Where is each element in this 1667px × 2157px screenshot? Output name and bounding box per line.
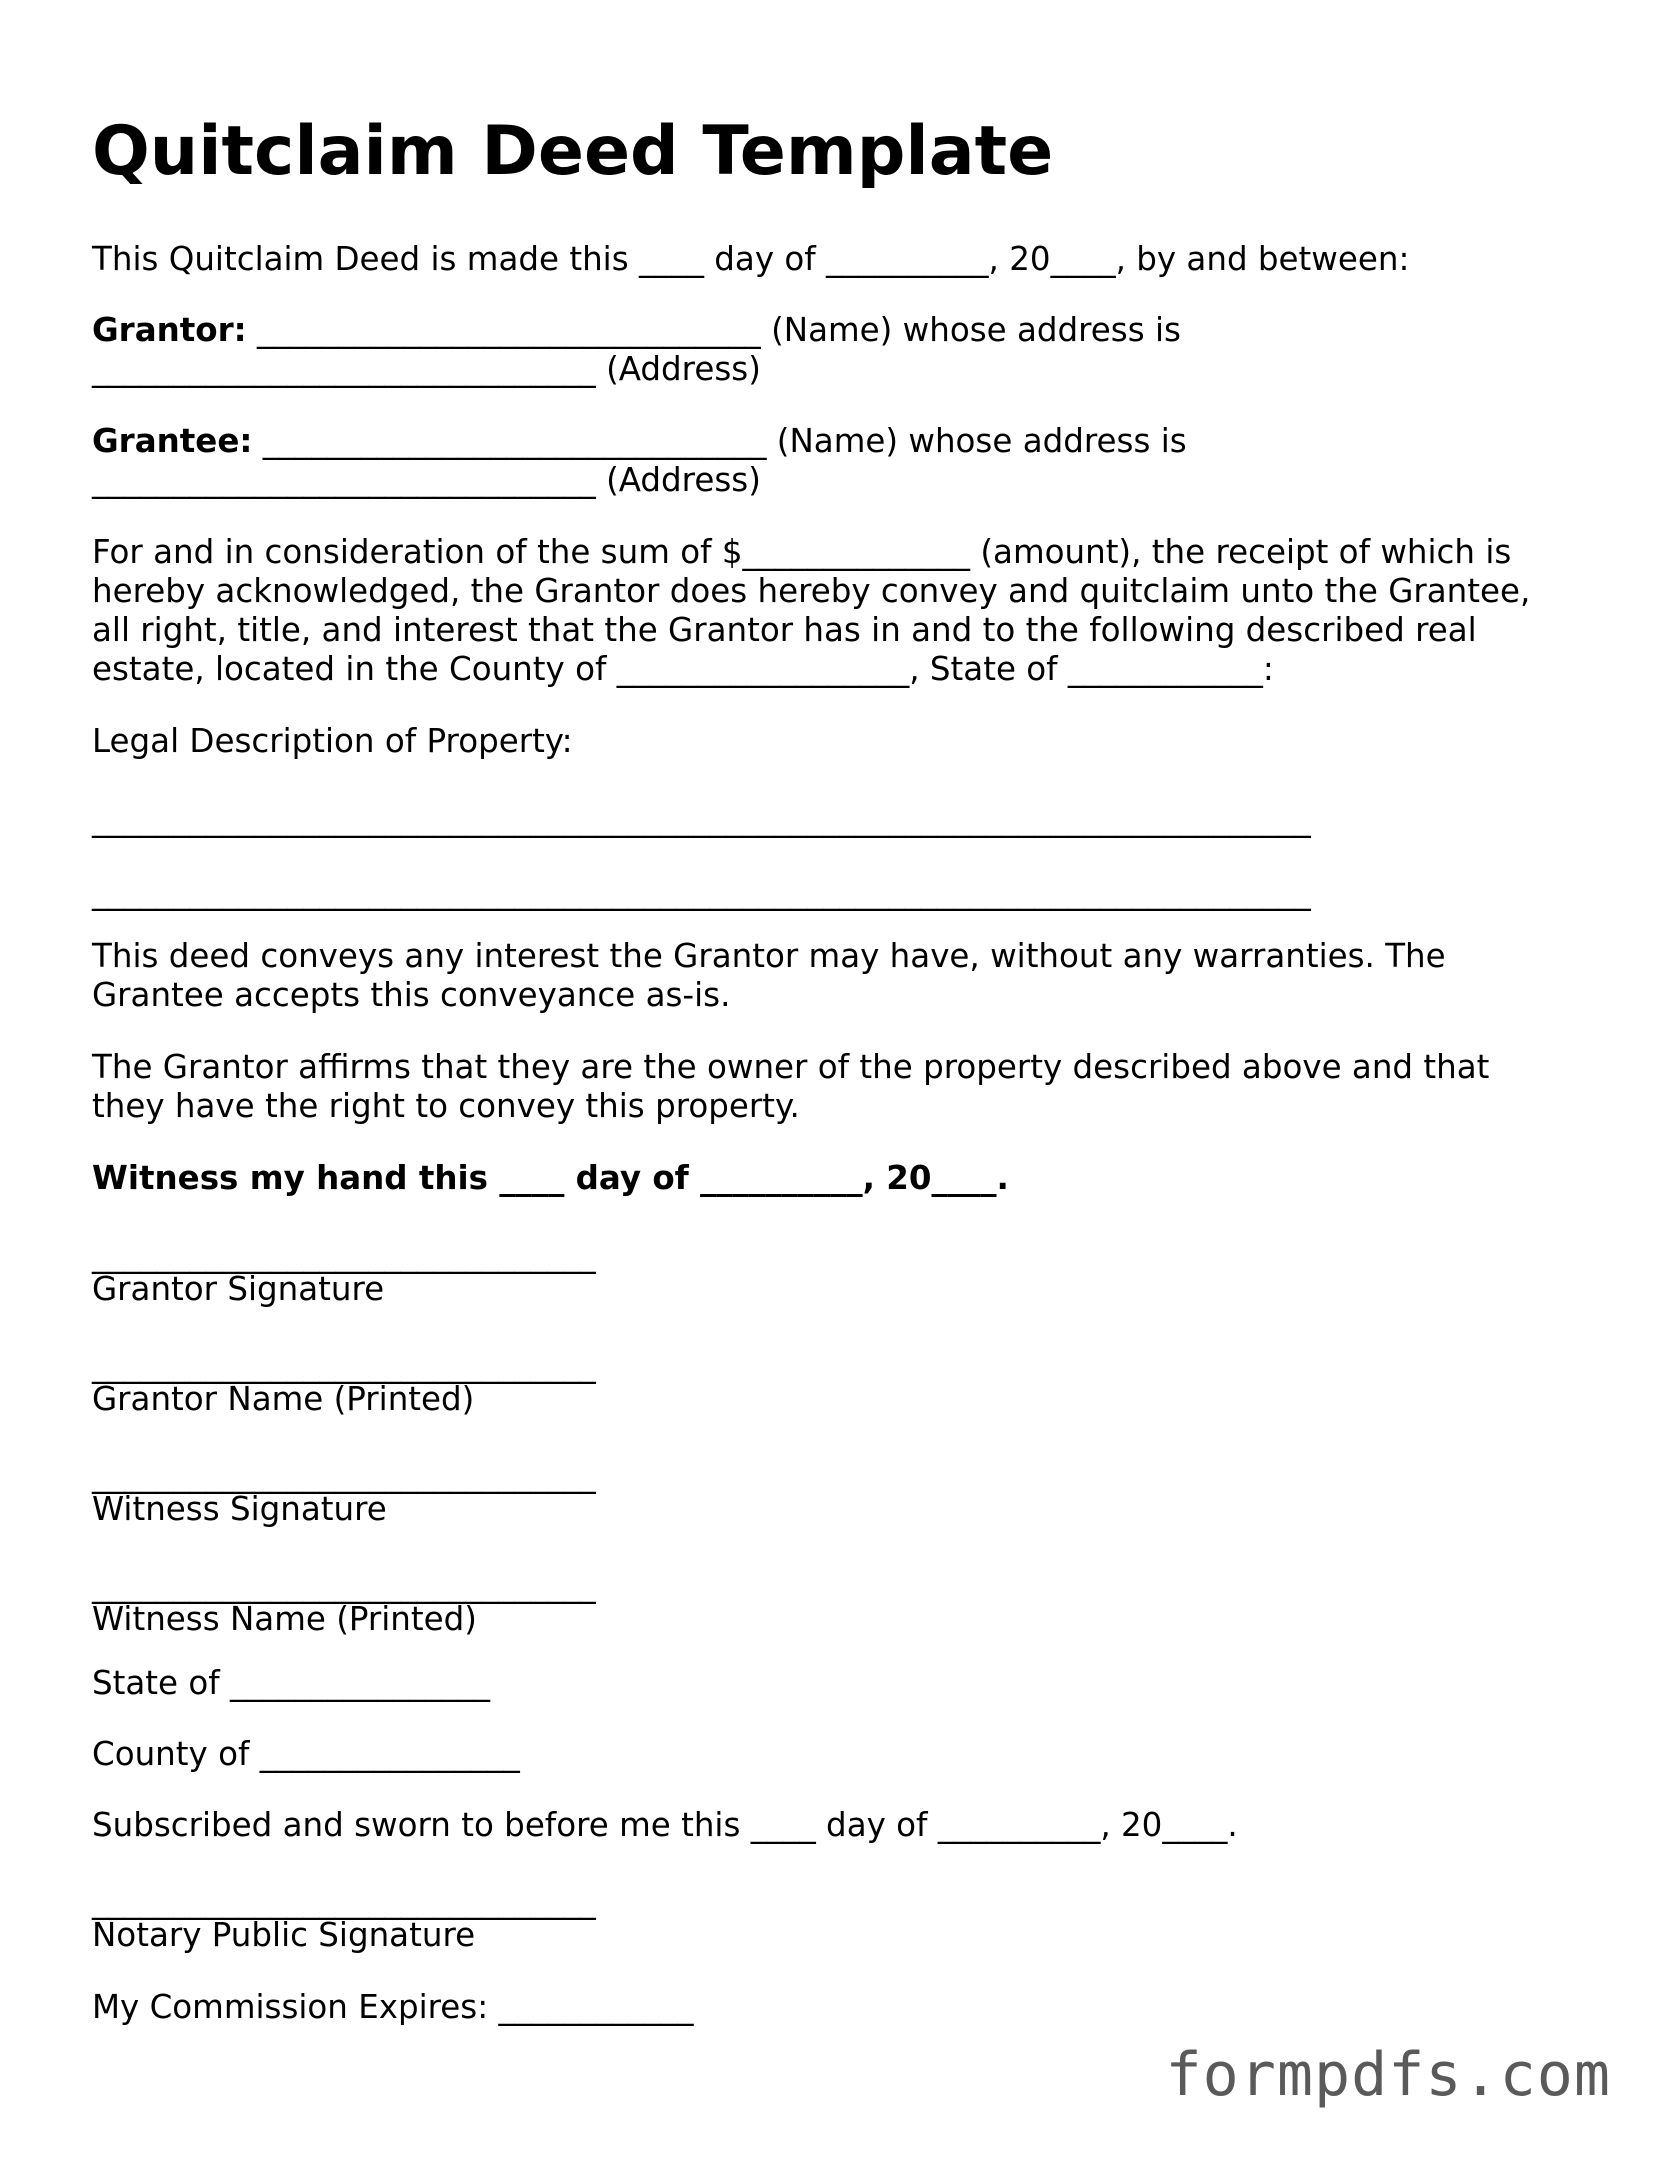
grantee-line-1 (92, 422, 1187, 461)
consideration-line-1: For and in consideration of the sum of $______________ (amount), the receipt of which is (92, 533, 1512, 571)
legal-description-label: Legal Description of Property: (92, 722, 573, 760)
grantor-signature-field[interactable]: _______________________________ (92, 1236, 596, 1274)
witness-name-printed-label: Witness Name (Printed) (92, 1600, 477, 1638)
page-title: Quitclaim Deed Template (92, 112, 1054, 191)
watermark-logo: formpdfs.com (1165, 2040, 1611, 2110)
grantor-name-printed-label: Grantor Name (Printed) (92, 1380, 475, 1418)
grantor-label: Grantor: (92, 311, 247, 349)
grantor-name-field[interactable]: _______________________________ (Name) whose address is (246, 311, 1181, 349)
consideration-line-2: hereby acknowledged, the Grantor does hereby convey and quitclaim unto the Grantee, (92, 572, 1531, 610)
county-of-field[interactable]: County of ________________ (92, 1735, 520, 1773)
commission-expires-field[interactable]: My Commission Expires: ____________ (92, 1988, 694, 2026)
witness-name-printed-field[interactable]: _______________________________ (92, 1566, 596, 1604)
state-of-field[interactable]: State of ________________ (92, 1664, 491, 1702)
grantor-signature-label: Grantor Signature (92, 1270, 385, 1308)
consideration-line-3: all right, title, and interest that the Grantor has in and to the following described real (92, 611, 1477, 649)
witness-signature-label: Witness Signature (92, 1490, 387, 1528)
notary-signature-label: Notary Public Signature (92, 1916, 476, 1954)
notary-signature-field[interactable]: _______________________________ (92, 1882, 596, 1920)
witness-hand-line: Witness my hand this ____ day of __________, 20____. (92, 1159, 1009, 1197)
grantee-label: Grantee: (92, 422, 253, 460)
subscribed-line[interactable]: Subscribed and sworn to before me this ____ day of __________, 20____. (92, 1806, 1238, 1844)
affirmation-line-2: they have the right to convey this property. (92, 1087, 800, 1125)
grantee-address-field[interactable]: _______________________________ (Address) (92, 461, 761, 499)
witness-signature-field[interactable]: _______________________________ (92, 1456, 596, 1494)
grantor-name-printed-field[interactable]: _______________________________ (92, 1346, 596, 1384)
warranty-line-1: This deed conveys any interest the Grantor may have, without any warranties. The (92, 937, 1446, 975)
legal-description-line-1[interactable]: ___________________________________________________________________________ (92, 800, 1311, 838)
consideration-line-4: estate, located in the County of __________________, State of ____________: (92, 650, 1274, 688)
affirmation-line-1: The Grantor affirms that they are the owner of the property described above and that (92, 1048, 1490, 1086)
grantor-line-1 (92, 311, 1181, 350)
legal-description-line-2[interactable]: ___________________________________________________________________________ (92, 873, 1311, 911)
intro-paragraph: This Quitclaim Deed is made this ____ day of __________, 20____, by and between: (92, 240, 1410, 278)
grantee-name-field[interactable]: _______________________________ (Name) whose address is (252, 422, 1187, 460)
warranty-line-2: Grantee accepts this conveyance as-is. (92, 976, 731, 1014)
grantor-address-field[interactable]: _______________________________ (Address) (92, 350, 761, 388)
